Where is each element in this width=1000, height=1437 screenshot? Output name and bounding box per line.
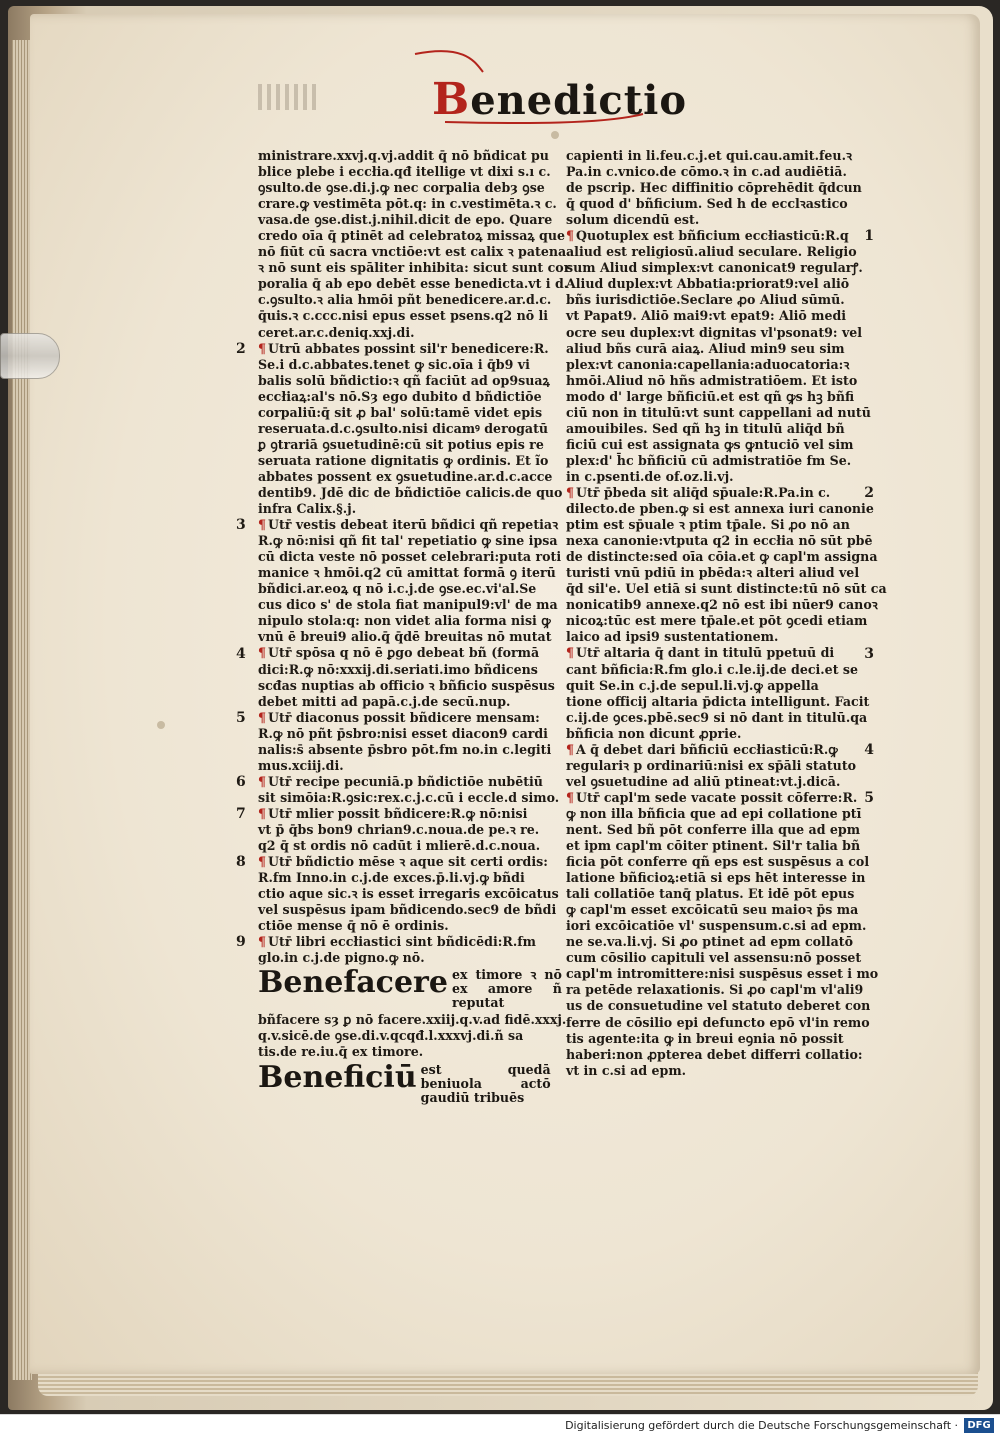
text-line (566, 404, 871, 421)
line-text: Utrū abbates possint sil'r benedicere:R. (268, 340, 549, 356)
line-text: Utr̄ bñdictio mēse ꝛ aque sit certi ordis: (268, 854, 548, 870)
left-column (236, 148, 571, 1107)
paragraph-number: 3 (864, 645, 874, 662)
text-line (258, 180, 543, 196)
text-line (566, 485, 854, 501)
text-line (258, 694, 543, 710)
line-text: in c.psenti.de of.oz.li.vj. (566, 468, 734, 484)
line-text: ministrare.xxvj.q.vj.addit q̄ nō bñdicat pu (258, 148, 549, 163)
line-text: ne se.va.li.vj. Si ꝓo ptinet ad epm collatō (566, 934, 853, 950)
line-text: nalis:s̄ absente p̄sbro pōt.fm no.in c.legiti (258, 741, 552, 757)
line-text: ꝙ capl'm esset excōicatū seu maioꝛ p̄s ma (566, 902, 859, 918)
line-text: laico ad ipsi9 sustentationem. (566, 629, 779, 645)
line-text: Quotuplex est bñficium eccłiasticū:R.q (576, 228, 849, 244)
line-text: nicoꝝ:tūc est mere tp̄ale.et pōt ꝯcedi etiam (566, 613, 868, 629)
line-text: Utr̄ spōsa q nō ē ꝑgo debeat bñ (formā (268, 645, 540, 661)
line-text: cum cōsilio capituli vel assensu:nō posset (566, 950, 862, 966)
headword-initial: B (432, 74, 471, 125)
text-line (258, 870, 543, 886)
text-line (566, 934, 854, 950)
line-text: credo oīa q̄ ptinēt ad celebratoꝝ missaꝝ que (258, 228, 566, 244)
text-line (258, 517, 559, 533)
line-text: ciū non in titulū:vt sunt cappellani ad nutū (566, 404, 871, 420)
text-line (566, 549, 878, 565)
text-line (566, 629, 854, 645)
line-text: et ipm capl'm cōiter ptinent. Sil'r talia bñ (566, 838, 861, 854)
line-text: quit Se.in c.j.de sepul.li.vj.ꝙ appella (566, 677, 819, 693)
line-text: us de consuetudine vel statuto deberet con (566, 998, 871, 1014)
text-line (258, 645, 543, 661)
page-clip (0, 333, 60, 379)
paragraph-number: 2 (236, 340, 246, 357)
text-line (566, 389, 854, 405)
text-line (566, 838, 861, 854)
line-text: aliud est religiosū.aliud seculare. Religio (566, 244, 857, 260)
line-text: latione bñficioꝝ:etiā si eps hēt interesse in (566, 870, 866, 886)
paragraph-number: 8 (236, 854, 246, 871)
line-text: sum Aliud simplex:vt canonicat9 regularꝭ. (566, 260, 863, 276)
paragraph-number: 9 (236, 934, 246, 951)
text-line (566, 998, 871, 1014)
line-text: nent. Sed bñ pōt conferre illa que ad epm (566, 821, 861, 837)
text-line (566, 276, 854, 292)
text-line (258, 228, 566, 244)
text-line (566, 357, 854, 373)
paragraph-number: 5 (864, 790, 874, 806)
dfg-logo: DFG (964, 1418, 994, 1433)
text-line (566, 982, 864, 998)
line-text: capienti in li.feu.c.j.et qui.cau.amit.feu.ꝛ (566, 148, 852, 163)
line-text: vt Papat9. Aliō mai9:vt epat9: Aliō medi (566, 308, 847, 324)
text-line (566, 886, 854, 902)
text-line (258, 292, 552, 308)
text-line (258, 405, 543, 421)
line-text: tis agente:ita ꝙ in breui eꝯnia nō possit (566, 1030, 844, 1046)
text-line (258, 822, 543, 838)
text-line (258, 710, 543, 726)
text-line (258, 597, 558, 613)
text-line (566, 341, 854, 357)
line-text: vasa.de ꝯse.dist.j.nihil.dicit de epo. Quare (258, 212, 553, 228)
text-line (258, 1028, 543, 1044)
text-line (566, 950, 862, 966)
line-text: A q̄ debet dari bñficiū eccłiasticū:R.ꝙ (576, 741, 838, 757)
text-line (258, 468, 553, 485)
line-text: cant bñficia:R.fm glo.i c.le.ij.de deci.et se (566, 661, 858, 677)
line-text: scđas nuptias ab officio ꝛ bñficio suspēsus (258, 677, 555, 693)
line-text: bñdici.ar.eoꝝ q nō i.c.j.de ꝯse.ec.vi'al.Se (258, 581, 537, 597)
text-line (258, 677, 555, 694)
line-text: seruata ratione dignitatis ꝙ ordinis. Et ĩo (258, 452, 549, 468)
text-line (258, 372, 550, 389)
paragraph-number: 4 (864, 741, 874, 758)
text-line (566, 918, 867, 934)
line-text: ctiōe mense q̄ nō ē ordinis. (258, 918, 449, 934)
line-text: sit simōia:R.ꝯsic:rex.c.j.c.cū i eccle.d simo. (258, 789, 560, 805)
line-text: corpaliū:q̄ sit ꝓ bal' solū:tamē videt epis (258, 404, 543, 420)
line-text: mus.xciij.di. (258, 757, 344, 773)
line-text: Utr̄ libri eccłiastici sint bñdicēdi:R.fm (268, 934, 536, 950)
text-line (566, 805, 862, 822)
text-line (258, 1044, 543, 1060)
line-text: Utr̄ recipe pecuniā.p bñdictiōe nubētiū (268, 773, 543, 789)
text-line (566, 565, 860, 581)
text-line (566, 453, 854, 469)
paragraph-mark-icon: ¶ (258, 773, 267, 789)
subhead-word: Benefacere (258, 965, 448, 1001)
text-line (566, 244, 857, 260)
line-text: ficiū cui est assignata ꝙs ꝙntuciō vel sim (566, 436, 854, 452)
line-text: tali collatiōe tanq̄ platus. Et idē pōt epus (566, 886, 855, 902)
line-text: bñfacere sȝ ꝑ nō facere.xxiij.q.v.ad fidē.xxxj. (258, 1012, 567, 1028)
line-text: de pscrip. Hec diffinitio cōprehēdit q̄dcun (566, 180, 862, 196)
paragraph-number: 2 (864, 485, 874, 502)
text-line (258, 501, 543, 517)
text-line (258, 741, 552, 758)
line-text: ptim est sp̄uale ꝛ ptim tp̄ale. Si ꝓo nō an (566, 517, 850, 533)
text-line (258, 484, 563, 501)
paragraph-mark-icon: ¶ (566, 484, 575, 500)
line-text: cus dico s' de stola fiat manipul9:vl' de ma (258, 597, 558, 613)
text-line (566, 164, 854, 180)
subhead-tail: ex timore ꝛ nō ex amore ñ reputat (451, 967, 562, 1011)
paragraph-mark-icon: ¶ (566, 228, 575, 244)
text-line (258, 212, 553, 228)
line-text: infra Calix.§.j. (258, 501, 357, 517)
line-text: de distincte:sed oīa cōia.et ꝙ capl'm assigna (566, 549, 878, 565)
paragraph-mark-icon: ¶ (566, 645, 575, 661)
text-line (566, 469, 854, 485)
text-line (258, 549, 562, 565)
text-line (258, 357, 543, 373)
line-text: q̄ quod d' bñficium. Sed h de ecclꝛastico (566, 196, 848, 212)
line-text: R.fm Inno.in c.j.de exces.p̄.li.vj.ꝙ bñdi (258, 870, 525, 886)
paragraph-mark-icon: ¶ (566, 741, 575, 757)
line-text: plex:vt canonia:capellania:aduocatoria:ꝛ (566, 356, 850, 372)
paragraph-mark-icon: ¶ (258, 709, 267, 725)
line-text: ocre seu duplex:vt dignitas vl'psonat9: vel (566, 324, 863, 340)
text-line (566, 870, 866, 886)
text-line (258, 886, 559, 902)
line-text: ferre de cōsilio epi defuncto epō vl'in remo (566, 1014, 870, 1030)
line-text: vnū ē breui9 alio.q̄ q̄dē breuitas nō mutat (258, 629, 552, 645)
headword-rest: enedictio (470, 77, 688, 124)
footer-bar (0, 1414, 1000, 1437)
paragraph-number: 1 (864, 228, 874, 245)
text-line (566, 774, 854, 790)
line-text: c.ij.de ꝯces.pbē.sec9 si nō dant in titulū.qa (566, 709, 868, 725)
line-text: reseruata.d.c.ꝯsulto.nisi dicamꝰ derogatū (258, 420, 549, 436)
text-line (258, 629, 552, 645)
line-text: crare.ꝙ vestimēta pōt.q: in c.vestimēta.ꝛ c. (258, 196, 557, 212)
footer-credit: Digitalisierung gefördert durch die Deutsche Forschungsgemeinschaft · (565, 1419, 958, 1432)
line-text: nipulo stola:q: non videt alia forma nisi ꝙ (258, 613, 551, 629)
text-line (566, 726, 854, 742)
text-line (258, 774, 543, 790)
paragraph-mark-icon: ¶ (258, 854, 267, 870)
line-text: q̄d sil'e. Uel etiā si sunt distincte:tū nō sūt ca (566, 581, 887, 597)
line-text: abbates possent ex ꝯsuetudine.ar.d.c.acce (258, 468, 553, 484)
text-line (258, 725, 548, 742)
text-line (566, 196, 854, 212)
line-text: capl'm intromittere:nisi suspēsus esset i mo (566, 966, 879, 982)
line-text: Utr̄ capl'm sede vacate possit cōferre:R. (576, 789, 858, 805)
line-text: Pa.in c.vnico.de cōmo.ꝛ in c.ad audiētiā. (566, 164, 847, 180)
text-line (258, 838, 543, 854)
line-text: debet mitti ad papā.c.j.de secū.nup. (258, 693, 511, 709)
paragraph-mark-icon: ¶ (566, 789, 575, 805)
text-line (258, 437, 543, 453)
text-line (566, 260, 863, 276)
paragraph-number: 6 (236, 773, 246, 790)
text-line (258, 148, 549, 164)
line-text: Utr̄ p̄beda sit aliq̄d sp̄uale:R.Pa.in c. (576, 484, 831, 500)
text-line (258, 613, 551, 629)
line-text: vel suspēsus ipam bñdicendo.sec9 de bñdi (258, 902, 557, 918)
text-line (566, 1046, 863, 1063)
line-text: ꝛ nō sunt eis spāliter inhibita: sicut sunt cor (258, 260, 571, 276)
text-line (566, 228, 854, 244)
line-text: poralia q̄ ab epo debēt esse benedicta.vt i d. (258, 276, 569, 292)
line-text: ꝯsulto.de ꝯse.di.j.ꝙ nec corpalia debȝ ꝯse (258, 180, 545, 196)
text-line (258, 854, 548, 870)
line-text: ctio aque sic.ꝛ is esset irregaris excōicatus (258, 886, 559, 902)
text-line (258, 196, 557, 212)
text-line (258, 260, 571, 276)
line-text: aliud bñs curā aiaꝝ. Aliud min9 seu sim (566, 340, 845, 356)
paragraph-mark-icon: ¶ (258, 645, 267, 661)
text-line (566, 678, 854, 694)
line-text: nexa canonie:vtputa q2 in eccłia nō sūt pbē (566, 533, 873, 549)
text-line (258, 565, 556, 581)
text-line (258, 581, 543, 597)
line-text: balis solū bñdictio:ꝛ qñ faciūt ad op9suaꝝ (258, 372, 550, 388)
text-line (258, 789, 560, 806)
text-line (566, 437, 854, 453)
paragraph-number: 5 (236, 709, 246, 726)
line-text: modo d' large bñficiū.et est qñ ꝙs hꝫ bñfi (566, 388, 855, 404)
text-line (258, 420, 549, 437)
text-line (566, 421, 854, 437)
text-line (566, 645, 854, 661)
text-line (566, 292, 854, 308)
text-line (566, 661, 858, 678)
text-line (566, 613, 868, 629)
line-text: vel ꝯsuetudine ad aliū ptineat:vt.j.dicā. (566, 773, 841, 789)
line-text: ficia pōt conferre qñ eps est suspēsus a col (566, 854, 870, 870)
line-text: R.ꝙ nō:nisi qñ fit tal' repetiatio ꝙ sine ipsa (258, 533, 558, 549)
text-line (566, 742, 854, 758)
text-line (566, 789, 858, 806)
line-text: nonicatib9 annexe.q2 nō est ibi nūer9 canoꝛ (566, 597, 878, 613)
line-text: vt p̄ q̄bs bon9 chrian9.c.noua.de pe.ꝛ re. (258, 821, 540, 837)
line-text: regulariꝛ p ordinariū:nisi ex sp̄āli statuto (566, 757, 857, 773)
line-text: iori excōicatiōe vl' suspensum.c.si ad epm. (566, 918, 867, 934)
text-line (258, 276, 569, 292)
line-text: ꝑ ꝯtrariā ꝯsuetudinē:cū sit potius epis re (258, 436, 544, 452)
line-text: amouibiles. Sed qñ hꝫ in titulū aliq̄d bñ (566, 420, 845, 436)
text-line (566, 821, 861, 838)
text-line (566, 966, 879, 982)
line-text: blice plebe i eccłia.qđ itellige vt dixi s.ı c. (258, 164, 551, 180)
subhead-tail: est quedā beniuola actō gaudiū tribuēs (420, 1061, 551, 1105)
paragraph-mark-icon: ¶ (258, 517, 267, 533)
faint-mark (258, 84, 320, 110)
line-text: plex:d' h̄c bñficiū cū admistratiōe fm Se. (566, 452, 852, 468)
line-text: solum dicendū est. (566, 212, 700, 228)
text-line (258, 918, 543, 934)
line-text: q̄uis.ꝛ c.ccc.nisi epus esset psens.q2 nō li (258, 308, 549, 324)
pin-hole (157, 721, 165, 729)
line-text: bñs iurisdictiōe.Seclare ꝓo Aliud sūmū. (566, 292, 845, 308)
text-line (566, 501, 874, 517)
text-line (258, 164, 551, 180)
right-column (566, 148, 887, 1079)
line-text: Utr̄ vestis debeat iterū bñdici qñ repetiaꝛ (268, 517, 559, 533)
line-text: ꝙ non illa bñficia que ad epi collatione ptī (566, 805, 862, 821)
line-text: manice ꝛ hmōi.q2 cū amittat formā ꝯ iterū (258, 565, 556, 581)
fore-edge (12, 40, 32, 1380)
text-line (258, 325, 543, 341)
line-text: dilecto.de pben.ꝙ si est annexa iuri canonie (566, 501, 874, 517)
subhead-benefacere (258, 965, 562, 1011)
text-line (566, 1014, 870, 1031)
text-line (258, 950, 543, 966)
text-line (566, 324, 863, 341)
line-text: haberi:non ꝓpterea debet differri collatio: (566, 1046, 863, 1062)
text-line (566, 854, 870, 870)
line-text: R.ꝙ nō pñt p̄sbro:nisi esset diacon9 cardi (258, 725, 548, 741)
text-line (566, 757, 857, 774)
line-text: q2 q̄ st ordis nō cadūt i mlierē.d.c.noua. (258, 838, 541, 854)
paragraph-number: 4 (236, 645, 246, 662)
line-text: q.v.sicē.de ꝯse.di.v.qcqđ.l.xxxvj.di.ñ sa (258, 1028, 524, 1044)
line-text: Aliud duplex:vt Abbatia:priorat9:vel aliō (566, 276, 850, 292)
text-line (566, 902, 859, 918)
text-line (566, 180, 862, 196)
line-text: bñficia non dicunt ꝓprie. (566, 725, 742, 741)
line-text: ceret.ar.c.deniq.xxj.di. (258, 324, 415, 340)
line-text: turisti vnū pdiū in pbēda:ꝛ alteri aliud vel (566, 565, 860, 581)
text-line (258, 452, 549, 469)
text-line (258, 934, 543, 950)
page-headword (432, 74, 687, 125)
text-line (258, 758, 543, 774)
text-line (258, 533, 558, 549)
subhead-beneficium (258, 1059, 551, 1105)
line-text: glo.in c.j.de pigno.ꝙ nō. (258, 950, 425, 966)
text-line (566, 212, 854, 228)
text-line (566, 148, 854, 164)
line-text: Utr̄ mlier possit bñdicere:R.ꝙ nō:nisi (268, 805, 528, 821)
line-text: hmōi.Aliud nō hñs admistratiōem. Et isto (566, 372, 858, 388)
line-text: eccłiaꝝ:al's nō.Sȝ ego dubito d bñdictiōe (258, 388, 542, 404)
text-line (566, 1063, 854, 1079)
line-text: tione officij altaria p̄dicta intelligunt. Facit (566, 693, 870, 709)
paragraph-number: 7 (236, 806, 246, 823)
text-line (566, 581, 887, 597)
line-text: Se.i d.c.abbates.tenet ꝙ sic.oīa i q̄b9 vi (258, 356, 530, 372)
line-text: Utr̄ altaria q̄ dant in titulū ppetuū di (576, 645, 835, 661)
line-text: Utr̄ diaconus possit bñdicere mensam: (268, 709, 540, 725)
paragraph-number: 3 (236, 517, 246, 534)
text-line (258, 308, 549, 324)
text-line (258, 806, 543, 822)
paragraph-mark-icon: ¶ (258, 340, 267, 356)
text-line (566, 709, 868, 726)
text-line (566, 533, 873, 549)
paragraph-mark-icon: ¶ (258, 805, 267, 821)
line-text: c.ꝯsulto.ꝛ alia hmōi pñt benedicere.ar.d.c. (258, 292, 552, 308)
line-text: dici:R.ꝙ nō:xxxij.di.seriati.imo bñdicens (258, 661, 538, 677)
line-text: dentib9. Jdē dic de bñdictiōe calicis.de quo (258, 484, 563, 500)
subhead-word: Beneficiū (258, 1059, 417, 1095)
text-line (258, 662, 543, 678)
text-line (258, 340, 549, 357)
text-line (566, 693, 870, 710)
text-line (258, 389, 543, 405)
text-line (258, 1012, 567, 1028)
text-line (566, 1031, 854, 1047)
line-text: ra petēde relaxationis. Si ꝓo capl'm vl'ali9 (566, 982, 864, 998)
text-line (258, 244, 571, 260)
text-line (566, 372, 858, 389)
text-line (258, 902, 557, 918)
text-line (566, 597, 878, 613)
text-line (566, 308, 854, 324)
line-text: cū dicta veste nō posset celebrari:puta roti (258, 549, 562, 565)
line-text: vt in c.si ad epm. (566, 1062, 687, 1078)
line-text: nō fiūt cū sacra vnctiōe:vt est calix ꝛ patena. (258, 244, 571, 260)
paragraph-mark-icon: ¶ (258, 934, 267, 950)
line-text: tis.de re.iu.q̄ ex timore. (258, 1044, 424, 1060)
text-line (566, 517, 854, 533)
